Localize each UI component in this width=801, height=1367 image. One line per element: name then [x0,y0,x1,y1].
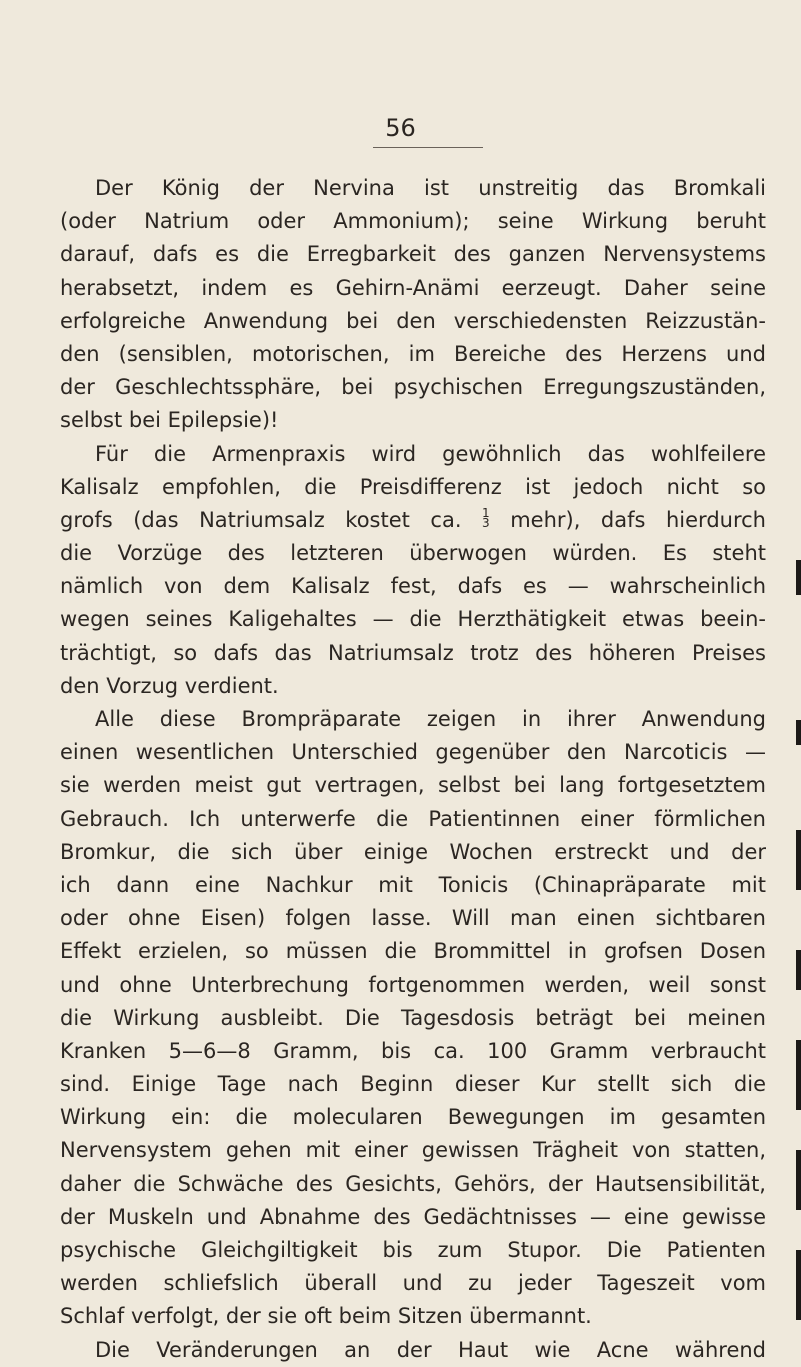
text-line: oder ohne Eisen) folgen lasse. Will man einen sichtbaren [60,906,766,931]
text-line: nämlich von dem Kalisalz fest, dafs es — wahrscheinlich [60,574,766,599]
text-line: ich dann eine Nachkur mit Tonicis (Chinapräparate mit [60,872,766,897]
page-edge-shadow [796,560,801,595]
text-line: daher die Schwäche des Gesichts, Gehörs, der Hautsensibilität, [60,1171,766,1196]
text-line: Gebrauch. Ich unterwerfe die Patientinnen einer förmlichen [60,806,766,831]
body-text [60,172,766,1367]
text-line: trächtigt, so dafs das Natriumsalz trotz des höheren Preises [60,640,766,665]
page-number: 56 [385,114,416,142]
text-line: der Muskeln und Abnahme des Gedächtnisses — eine gewisse [60,1204,766,1229]
text-line: sind. Einige Tage nach Beginn dieser Kur stellt sich die [60,1072,766,1097]
text-line: Schlaf verfolgt, der sie oft beim Sitzen übermannt. [60,1304,592,1329]
text-line: psychische Gleichgiltigkeit bis zum Stupor. Die Patienten [60,1238,766,1262]
text-line: den (sensiblen, motorischen, im Bereiche des Herzens und [60,341,766,366]
text-line: Kalisalz empfohlen, die Preisdifferenz ist jedoch nicht so [60,474,766,499]
text-line: selbst bei Epilepsie)! [60,408,279,433]
text-line-with-fraction [60,504,766,537]
page-edge-shadow [796,950,801,990]
page-edge-shadow [796,1250,801,1320]
text-line: und ohne Unterbrechung fortgenommen werden, weil sonst [60,972,766,997]
text-line: Alle diese Brompräparate zeigen in ihrer Anwendung [95,707,766,731]
text-segment: grofs (das Natriumsalz kostet ca. [60,507,462,532]
text-line: Die Veränderungen an der Haut wie Acne während [95,1337,766,1362]
text-line: Bromkur, die sich über einige Wochen erstreckt und der [60,839,766,864]
page-edge-shadow [796,830,801,890]
text-line: der Geschlechtssphäre, bei psychischen Erregungszuständen, [60,375,766,400]
text-line: die Wirkung ausbleibt. Die Tagesdosis beträgt bei meinen [60,1005,766,1030]
header-rule [373,147,483,148]
text-line: Kranken 5—6—8 Gramm, bis ca. 100 Gramm verbraucht [60,1038,766,1063]
text-line: Wirkung ein: die molecularen Bewegungen im gesamten [60,1105,766,1130]
text-line: Nervensystem gehen mit einer gewissen Trägheit von statten, [60,1138,766,1163]
text-line: sie werden meist gut vertragen, selbst bei lang fortgesetztem [60,773,766,798]
text-line: einen wesentlichen Unterschied gegenüber den Narcoticis — [60,740,766,765]
text-segment: mehr), dafs hierdurch [510,507,766,532]
text-line: Für die Armenpraxis wird gewöhnlich das wohlfeilere [95,441,766,466]
fraction [482,505,490,530]
text-line: wegen seines Kaligehaltes — die Herzthätigkeit etwas beein- [60,607,766,632]
fraction-denominator: 3 [482,515,490,530]
page-edge-shadow [796,720,801,745]
text-line: Effekt erzielen, so müssen die Brommittel in grofsen Dosen [60,939,766,964]
fraction-numerator: 1 [482,505,490,520]
text-line: Der König der Nervina ist unstreitig das Bromkali [95,176,766,200]
text-line: werden schliefslich überall und zu jeder Tageszeit vom [60,1271,766,1296]
text-line: darauf, dafs es die Erregbarkeit des ganzen Nervensystems [60,242,766,267]
text-line: den Vorzug verdient. [60,673,279,698]
text-line: (oder Natrium oder Ammonium); seine Wirkung beruht [60,209,766,234]
page-edge-shadow [796,1150,801,1210]
text-line: herabsetzt, indem es Gehirn-Anämi eerzeugt. Daher seine [60,275,766,300]
text-line: erfolgreiche Anwendung bei den verschiedensten Reizzustän- [60,308,766,333]
page-edge-shadow [796,1040,801,1110]
text-line: die Vorzüge des letzteren überwogen würden. Es steht [60,541,766,566]
